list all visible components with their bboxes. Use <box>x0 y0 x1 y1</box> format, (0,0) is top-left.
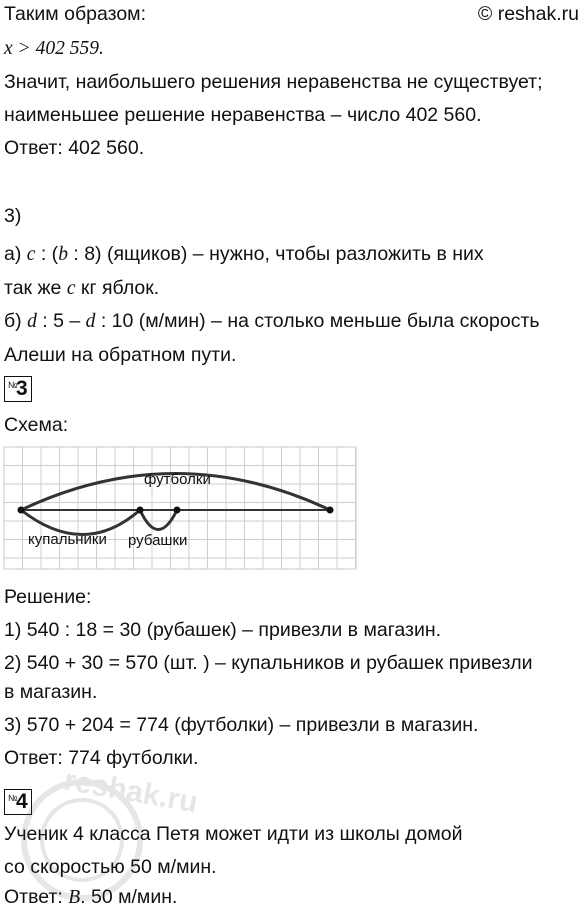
b-mid: : 5 – <box>42 310 81 332</box>
a-rest: : ( <box>40 243 59 265</box>
var-d-2: d <box>85 311 96 332</box>
solution-step-3: 3) 570 + 204 = 774 (футболки) – привезли в магазин. <box>4 714 479 736</box>
task3-answer: Ответ: 774 футболки. <box>4 747 199 769</box>
grid <box>4 447 356 569</box>
point-start <box>18 507 25 514</box>
part3-a-line2 <box>4 276 159 301</box>
var-b: b <box>58 244 68 265</box>
solution-step-2a: 2) 540 + 30 = 570 (шт. ) – купальников и рубашек привезли <box>4 652 533 674</box>
solution-label: Решение: <box>4 586 92 608</box>
a-prefix: а) <box>4 243 22 265</box>
task4-answer <box>4 885 177 910</box>
point-mid-2 <box>174 507 181 514</box>
label-rubashki: рубашки <box>128 532 188 549</box>
point-mid-1 <box>137 507 144 514</box>
part3-b-line1 <box>4 309 540 334</box>
part3-b-line2: Алеши на обратном пути. <box>4 344 237 366</box>
rubashki-arc <box>140 510 177 530</box>
task4-badge <box>4 789 32 815</box>
scheme-label: Схема: <box>4 414 69 436</box>
solution-step-2b: в магазин. <box>4 681 98 703</box>
scheme-diagram <box>4 447 359 572</box>
a2-prefix: так же <box>4 277 62 299</box>
inequality-text: x > 402 559. <box>4 38 104 59</box>
conclusion-line-1: Значит, наибольшего решения неравенства не существует; <box>4 71 543 93</box>
task4-line-2: со скоростью 50 м/мин. <box>4 856 217 878</box>
b-tail: : 10 (м/мин) – на столько меньше была скорость <box>100 310 540 332</box>
label-kupalniki: купальники <box>28 531 107 548</box>
brand-link[interactable]: © reshak.ru <box>477 3 579 25</box>
part2-answer: Ответ: 402 560. <box>4 137 145 159</box>
a-tail: : 8) (ящиков) – нужно, чтобы разложить в них <box>73 243 484 265</box>
b-prefix: б) <box>4 310 22 332</box>
conclusion-line-2: наименьшее решение неравенства – число 402 560. <box>4 104 482 126</box>
var-d-1: d <box>27 311 37 332</box>
task4-line-1: Ученик 4 класса Петя может идти из школы домой <box>4 823 463 845</box>
number-sign: № <box>8 793 18 803</box>
intro-text: Таким образом: <box>4 3 147 25</box>
point-end <box>327 507 334 514</box>
var-c: c <box>26 244 36 265</box>
a2-tail: кг яблок. <box>80 277 160 299</box>
task-number: 3 <box>16 377 28 400</box>
answer-letter: В <box>68 887 81 908</box>
var-c-2: c <box>66 278 76 299</box>
inequality-result <box>4 36 104 61</box>
label-futbolki: футболки <box>144 471 211 488</box>
watermark-text: reshak.ru <box>61 763 201 820</box>
part3-a-line1 <box>4 242 484 267</box>
task3-badge <box>4 376 32 402</box>
answer-prefix: Ответ: <box>4 886 63 908</box>
number-sign: № <box>8 380 18 390</box>
part3-label: 3) <box>4 205 22 227</box>
answer-tail: . 50 м/мин. <box>80 886 178 908</box>
task-number: 4 <box>16 790 28 813</box>
solution-step-1: 1) 540 : 18 = 30 (рубашек) – привезли в магазин. <box>4 619 442 641</box>
